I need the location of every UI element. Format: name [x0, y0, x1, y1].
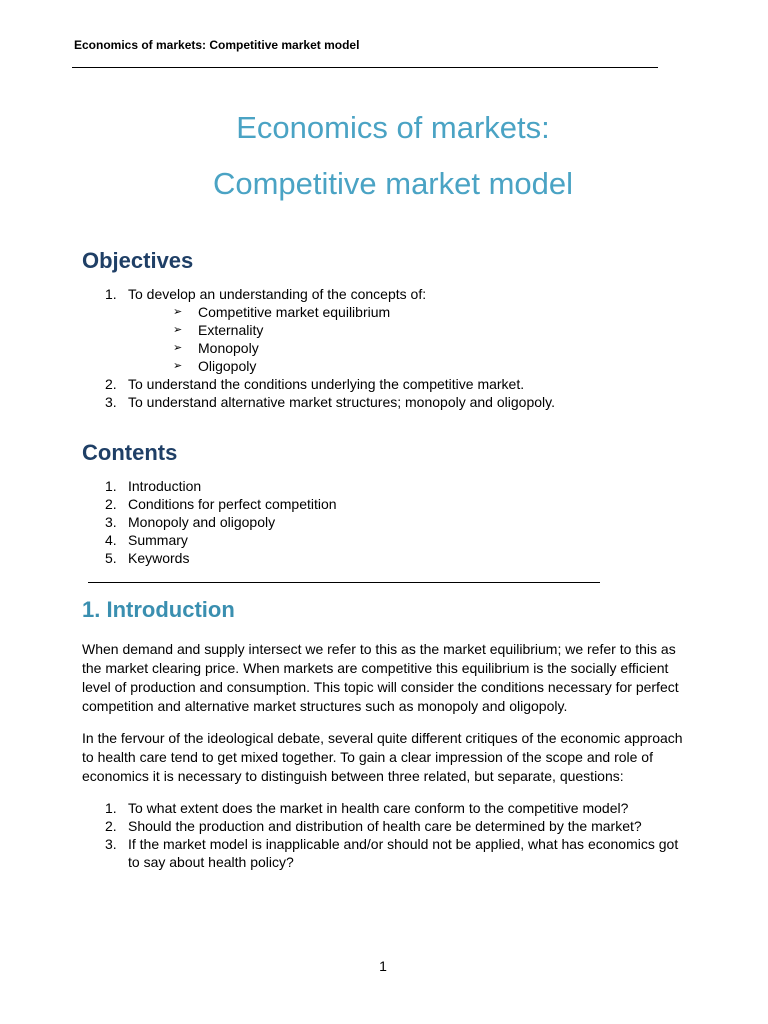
document-title-line-2: Competitive market model	[212, 166, 574, 201]
concept-text: Oligopoly	[198, 358, 257, 374]
arrowhead-bullet-icon: ➢	[173, 306, 183, 318]
question-item	[0, 835, 768, 871]
contents-item	[0, 513, 377, 531]
question-text: Should the production and distribution of health care be determined by the market?	[128, 818, 642, 834]
contents-item	[0, 549, 377, 567]
question-number: 3.	[105, 836, 117, 852]
contents-text: Monopoly and oligopoly	[128, 514, 276, 530]
contents-heading: Contents	[82, 440, 178, 465]
contents-item	[0, 531, 377, 549]
objective-number: 2.	[105, 376, 117, 392]
page-number: 1	[379, 958, 387, 974]
objective-text: To understand the conditions underlying the competitive market.	[128, 376, 525, 392]
concept-text: Externality	[198, 322, 264, 338]
objective-number: 1.	[105, 286, 117, 302]
contents-text: Summary	[128, 532, 188, 548]
question-text: To what extent does the market in health care conform to the competitive model?	[128, 800, 629, 816]
question-item	[0, 799, 768, 817]
concept-item	[128, 303, 555, 321]
objectives-heading: Objectives	[82, 248, 194, 273]
objective-concepts-list	[128, 303, 555, 375]
introduction-heading: 1. Introduction	[82, 597, 235, 622]
questions-list	[0, 799, 768, 871]
contents-number: 4.	[105, 532, 117, 548]
objective-text: To understand alternative market structures; monopoly and oligopoly.	[128, 394, 555, 410]
objective-item	[0, 285, 595, 375]
objective-item	[0, 393, 595, 411]
introduction-paragraph: When demand and supply intersect we refer to this as the market equilibrium; we refer to this as the market clearing price. When markets are competitive this equilibrium is the socially efficient level of production and consumption. This topic will consider the conditions necessary for perfect competition and alternative market structures such as monopoly and oligopoly.	[82, 641, 679, 714]
arrowhead-bullet-icon: ➢	[173, 324, 183, 336]
concept-text: Monopoly	[198, 340, 259, 356]
contents-number: 5.	[105, 550, 117, 566]
question-number: 1.	[105, 800, 117, 816]
section-divider	[88, 582, 600, 583]
question-number: 2.	[105, 818, 117, 834]
objective-text: To develop an understanding of the concepts of:	[128, 286, 427, 302]
arrowhead-bullet-icon: ➢	[173, 360, 183, 372]
contents-text: Keywords	[128, 550, 190, 566]
objective-item	[0, 375, 595, 393]
contents-item	[0, 495, 377, 513]
concept-text: Competitive market equilibrium	[198, 304, 391, 320]
contents-number: 3.	[105, 514, 117, 530]
contents-item	[0, 477, 377, 495]
contents-text: Conditions for perfect competition	[128, 496, 337, 512]
objective-number: 3.	[105, 394, 117, 410]
question-text: If the market model is inapplicable and/or should not be applied, what has economics got to say about health policy?	[128, 836, 679, 870]
contents-number: 1.	[105, 478, 117, 494]
question-item	[0, 817, 768, 835]
document-title-line-1: Economics of markets:	[236, 110, 550, 145]
concept-item	[128, 321, 555, 339]
concept-item	[128, 357, 555, 375]
contents-number: 2.	[105, 496, 117, 512]
header-rule	[72, 67, 658, 68]
contents-list	[0, 477, 377, 567]
running-header: Economics of markets: Competitive market model	[74, 38, 360, 52]
concept-item	[128, 339, 555, 357]
introduction-paragraph: In the fervour of the ideological debate, several quite different critiques of the economic approach to health care tend to get mixed together. To gain a clear impression of the scope and role of economics it is necessary to distinguish between three related, but separate, questions:	[82, 730, 683, 784]
objectives-list	[0, 285, 595, 411]
arrowhead-bullet-icon: ➢	[173, 342, 183, 354]
contents-text: Introduction	[128, 478, 202, 494]
